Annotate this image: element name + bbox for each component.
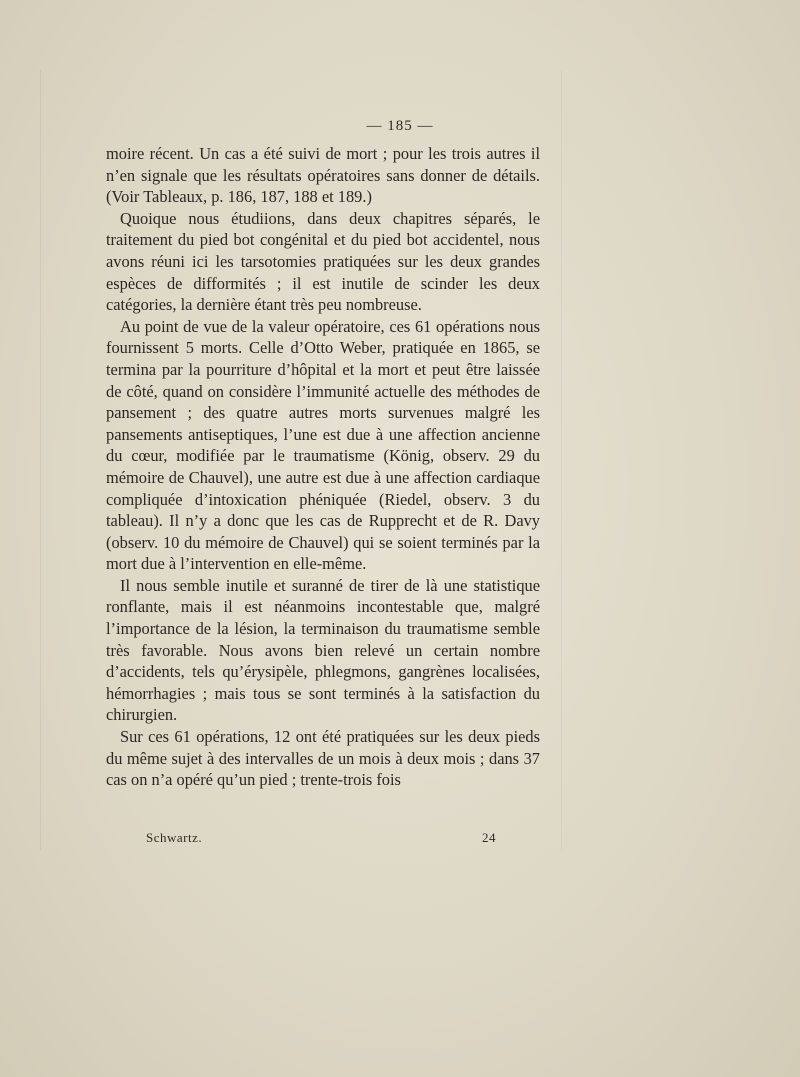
paragraph: Il nous semble inutile et suranné de tirer de là une statistique ronflante, mais il est néanmoins incontestable que, malgré l’importance de la lésion, la terminaison du traumatisme semble très favorable. Nous avons bien relevé un certain nombre d’accidents, tels qu’érysipèle, phlegmons, gangrènes localisées, hémorrhagies ; mais tous se sont terminés à la satisfaction du chirurgien. <box>106 575 540 725</box>
page-number: — 185 — <box>366 118 434 134</box>
paragraph: Sur ces 61 opérations, 12 ont été pratiquées sur les deux pieds du même sujet à des intervalles de un mois à deux mois ; dans 37 cas on n’a opéré qu’un pied ; trente-trois fois <box>106 727 540 790</box>
signature-mark: 24 <box>482 830 496 845</box>
body-text <box>106 143 540 791</box>
signature-author: Schwartz. <box>146 830 203 845</box>
paragraph: Au point de vue de la valeur opératoire, ces 61 opérations nous fournissent 5 morts. Celle d’Otto Weber, pratiquée en 1865, se termina par la pourriture d’hôpital et la mort et peut être laissée de côté, quand on considère l’immunité actuelle des méthodes de pansement ; des quatre autres morts survenues malgré les pansements antiseptiques, l’une est due à une affection ancienne du cœur, modifiée par le traumatisme (König, observ. 29 du mémoire de Chauvel), une autre est due à une affection cardiaque compliquée d’intoxication phéniquée (Riedel, observ. 3 du tableau). Il n’y a donc que les cas de Rupprecht et de R. Davy (observ. 10 du mémoire de Chauvel) qui se soient terminés par la mort due à l’intervention en elle-même. <box>106 316 540 574</box>
paragraph: Quoique nous étudiions, dans deux chapitres séparés, le traitement du pied bot congénital et du pied bot accidentel, nous avons réuni ici les tarsotomies pratiquées sur les deux grandes espèces de difformités ; il est inutile de scinder les deux catégories, la dernière étant très peu nombreuse. <box>106 208 540 315</box>
paragraph: moire récent. Un cas a été suivi de mort ; pour les trois autres il n’en signale que les résultats opératoires sans donner de détails. (Voir Tableaux, p. 186, 187, 188 et 189.) <box>106 144 540 207</box>
